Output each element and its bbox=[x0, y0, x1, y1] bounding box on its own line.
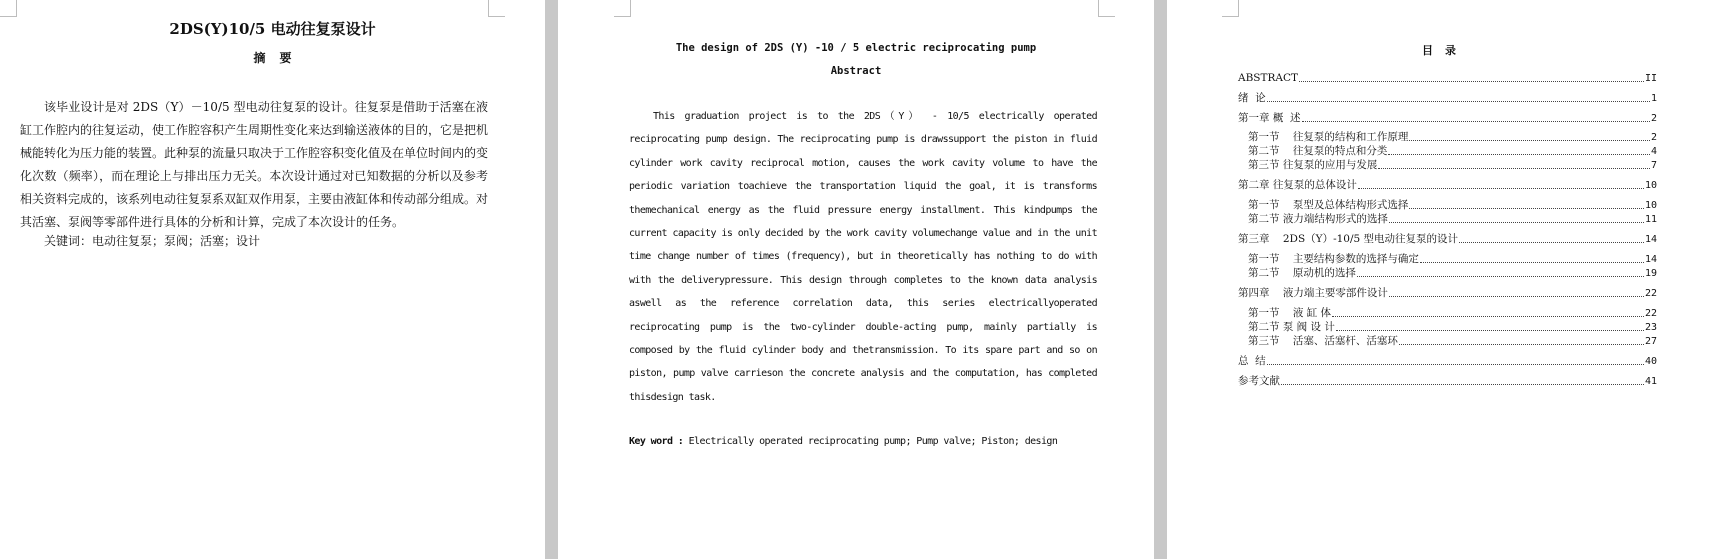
toc-entry[interactable] bbox=[1238, 199, 1657, 212]
toc-page-number: 14 bbox=[1644, 254, 1657, 265]
abstract-heading: 摘要 bbox=[253, 51, 306, 65]
english-abstract-body: This graduation project is to the 2DS（Y） - 10/5 electrically operated reciprocating pump design. The reciprocating pump is drawssupport the piston in fluid cylinder work cavity reciprocal motion, causes the work cavity volume to have the periodic variation toachieve the transportation liquid the goal, it is transforms themechanical energy as the fluid pressure energy installment. This kindpumps the current capacity is only decided by the work cavity volumechange value and in the unit time change number of times (frequency), but in theoretically has nothing to do with with the deliverypressure. This design through completes to the known data analysis aswell as the reference correlation data, this series electricallyoperated reciprocating pump is the two-cylinder double-acting pump, mainly partially is composed by the fluid cylinder body and thetransmission. To its spare part and so on piston, pump valve carrieson the concrete analysis and the computation, has completed thisdesign task. bbox=[629, 111, 1097, 403]
toc-page-number: 2 bbox=[1650, 132, 1657, 143]
toc-entry-text: 第二节 往复泵的特点和分类 bbox=[1248, 145, 1388, 157]
toc-page-number: 23 bbox=[1644, 322, 1657, 333]
toc-page-number: 7 bbox=[1650, 160, 1657, 171]
toc-dot-leader bbox=[1267, 364, 1644, 365]
toc-entry[interactable] bbox=[1238, 355, 1657, 368]
english-abstract-heading: Abstract bbox=[830, 65, 882, 77]
toc-entry-text: 第一节 泵型及总体结构形式选择 bbox=[1248, 199, 1409, 211]
toc-dot-leader bbox=[1332, 316, 1644, 317]
toc-page-number: 27 bbox=[1644, 336, 1657, 347]
page-english-abstract bbox=[558, 0, 1154, 559]
toc-entry[interactable] bbox=[1238, 233, 1657, 246]
toc-entry[interactable] bbox=[1238, 253, 1657, 266]
toc-page-number: 41 bbox=[1644, 376, 1657, 387]
toc-entry[interactable] bbox=[1238, 307, 1657, 320]
toc-entry[interactable] bbox=[1238, 267, 1657, 280]
toc-dot-leader bbox=[1302, 121, 1650, 122]
toc-entry[interactable] bbox=[1238, 159, 1657, 172]
page-corner-mark bbox=[1222, 0, 1239, 17]
toc-dot-leader bbox=[1389, 222, 1644, 223]
keywords-line: 关键词：电动往复泵；泵阀；活塞；设计 bbox=[44, 234, 261, 248]
toc-dot-leader bbox=[1378, 168, 1650, 169]
toc-dot-leader bbox=[1388, 154, 1650, 155]
toc-entry-text: 第一章 概 述 bbox=[1238, 112, 1301, 124]
toc-page-number: 14 bbox=[1644, 234, 1657, 245]
toc-entry[interactable] bbox=[1238, 72, 1657, 85]
toc-dot-leader bbox=[1409, 208, 1644, 209]
toc-page-number: 22 bbox=[1644, 288, 1657, 299]
toc-entry-text: 第三节 活塞、活塞杆、活塞环 bbox=[1248, 335, 1398, 347]
toc-dot-leader bbox=[1358, 188, 1644, 189]
page-corner-mark bbox=[488, 0, 505, 17]
toc-dot-leader bbox=[1459, 242, 1644, 243]
toc-dot-leader bbox=[1420, 262, 1644, 263]
toc-entry-text: 第三节 往复泵的应用与发展 bbox=[1248, 159, 1378, 171]
toc-entry-text: 参考文献 bbox=[1238, 375, 1280, 387]
document-title: 2DS(Y)10/5 电动往复泵设计 bbox=[169, 20, 376, 38]
keyword-label: Key word : bbox=[629, 436, 684, 447]
abstract-body: 该毕业设计是对 2DS（Y）－10/5 型电动往复泵的设计。往复泵是借助于活塞在液缸工作腔内的往复运动，使工作腔容积产生周期性变化来达到输送液体的目的，它是把机械能转化为压力能的装置。此种泵的流量只取决于工作腔容积变化值及在单位时间内的变化次数（频率），而在理论上与排出压力无关。本次设计通过对已知数据的分析以及参考相关资料完成的，该系列电动往复泵系双缸双作用泵，主要由液缸体和传动部分组成。对其活塞、泵阀等零部件进行具体的分析和计算，完成了本次设计的任务。 bbox=[20, 100, 489, 229]
page-corner-mark bbox=[1098, 0, 1115, 17]
english-title: The design of 2DS (Y) -10 / 5 electric reciprocating pump bbox=[675, 42, 1037, 54]
toc-page-number: 2 bbox=[1650, 113, 1657, 124]
toc-entry-text: 第二节 原动机的选择 bbox=[1248, 267, 1356, 279]
toc-entry-text: 第二节 泵 阀 设 计 bbox=[1248, 321, 1335, 333]
toc-entry[interactable] bbox=[1238, 92, 1657, 105]
toc-dot-leader bbox=[1357, 276, 1644, 277]
toc-page-number: 22 bbox=[1644, 308, 1657, 319]
toc-entry[interactable] bbox=[1238, 179, 1657, 192]
toc-page-number: 40 bbox=[1644, 356, 1657, 367]
toc-entry[interactable] bbox=[1238, 213, 1657, 226]
toc-entry-text: 第二节 液力端结构形式的选择 bbox=[1248, 213, 1388, 225]
toc-entry-text: 第二章 往复泵的总体设计 bbox=[1238, 179, 1357, 191]
toc-page-number: 19 bbox=[1644, 268, 1657, 279]
toc-dot-leader bbox=[1409, 140, 1650, 141]
page-table-of-contents bbox=[1167, 0, 1711, 559]
toc-dot-leader bbox=[1299, 81, 1644, 82]
toc-entry[interactable] bbox=[1238, 131, 1657, 144]
toc-entry-text: 第一节 主要结构参数的选择与确定 bbox=[1248, 253, 1419, 265]
toc-dot-leader bbox=[1267, 101, 1650, 102]
page-chinese-abstract bbox=[0, 0, 545, 559]
toc-entry[interactable] bbox=[1238, 145, 1657, 158]
toc-dot-leader bbox=[1336, 330, 1644, 331]
toc-entry[interactable] bbox=[1238, 287, 1657, 300]
toc-entry[interactable] bbox=[1238, 321, 1657, 334]
toc-dot-leader bbox=[1389, 296, 1644, 297]
toc-page-number: 11 bbox=[1644, 214, 1657, 225]
toc-page-number: 10 bbox=[1644, 200, 1657, 211]
toc-page-number: 10 bbox=[1644, 180, 1657, 191]
page-corner-mark bbox=[0, 0, 17, 17]
toc-page-number: 4 bbox=[1650, 146, 1657, 157]
toc-entry[interactable] bbox=[1238, 112, 1657, 125]
toc-entry[interactable] bbox=[1238, 335, 1657, 348]
toc-entry-text: 第四章 液力端主要零部件设计 bbox=[1238, 287, 1388, 299]
toc-entry-text: 第一节 往复泵的结构和工作原理 bbox=[1248, 131, 1409, 143]
toc-page-number: 1 bbox=[1650, 93, 1657, 104]
toc-entry-text: 第三章 2DS（Y）-10/5 型电动往复泵的设计 bbox=[1238, 233, 1459, 245]
keyword-values: Electrically operated reciprocating pump; Pump valve; Piston; design bbox=[688, 436, 1058, 447]
toc-entry-text: 总 结 bbox=[1238, 355, 1266, 367]
toc-entry-text: ABSTRACT bbox=[1238, 72, 1299, 84]
page-corner-mark bbox=[614, 0, 631, 17]
toc-dot-leader bbox=[1399, 344, 1644, 345]
toc-entry-text: 绪 论 bbox=[1238, 92, 1266, 104]
toc-entry-text: 第一节 液 缸 体 bbox=[1248, 307, 1332, 319]
toc-heading: 目录 bbox=[1422, 44, 1468, 57]
toc-dot-leader bbox=[1281, 384, 1644, 385]
english-keywords-line bbox=[629, 436, 1099, 447]
toc-entry[interactable] bbox=[1238, 375, 1657, 388]
toc-page-number: II bbox=[1644, 73, 1657, 84]
